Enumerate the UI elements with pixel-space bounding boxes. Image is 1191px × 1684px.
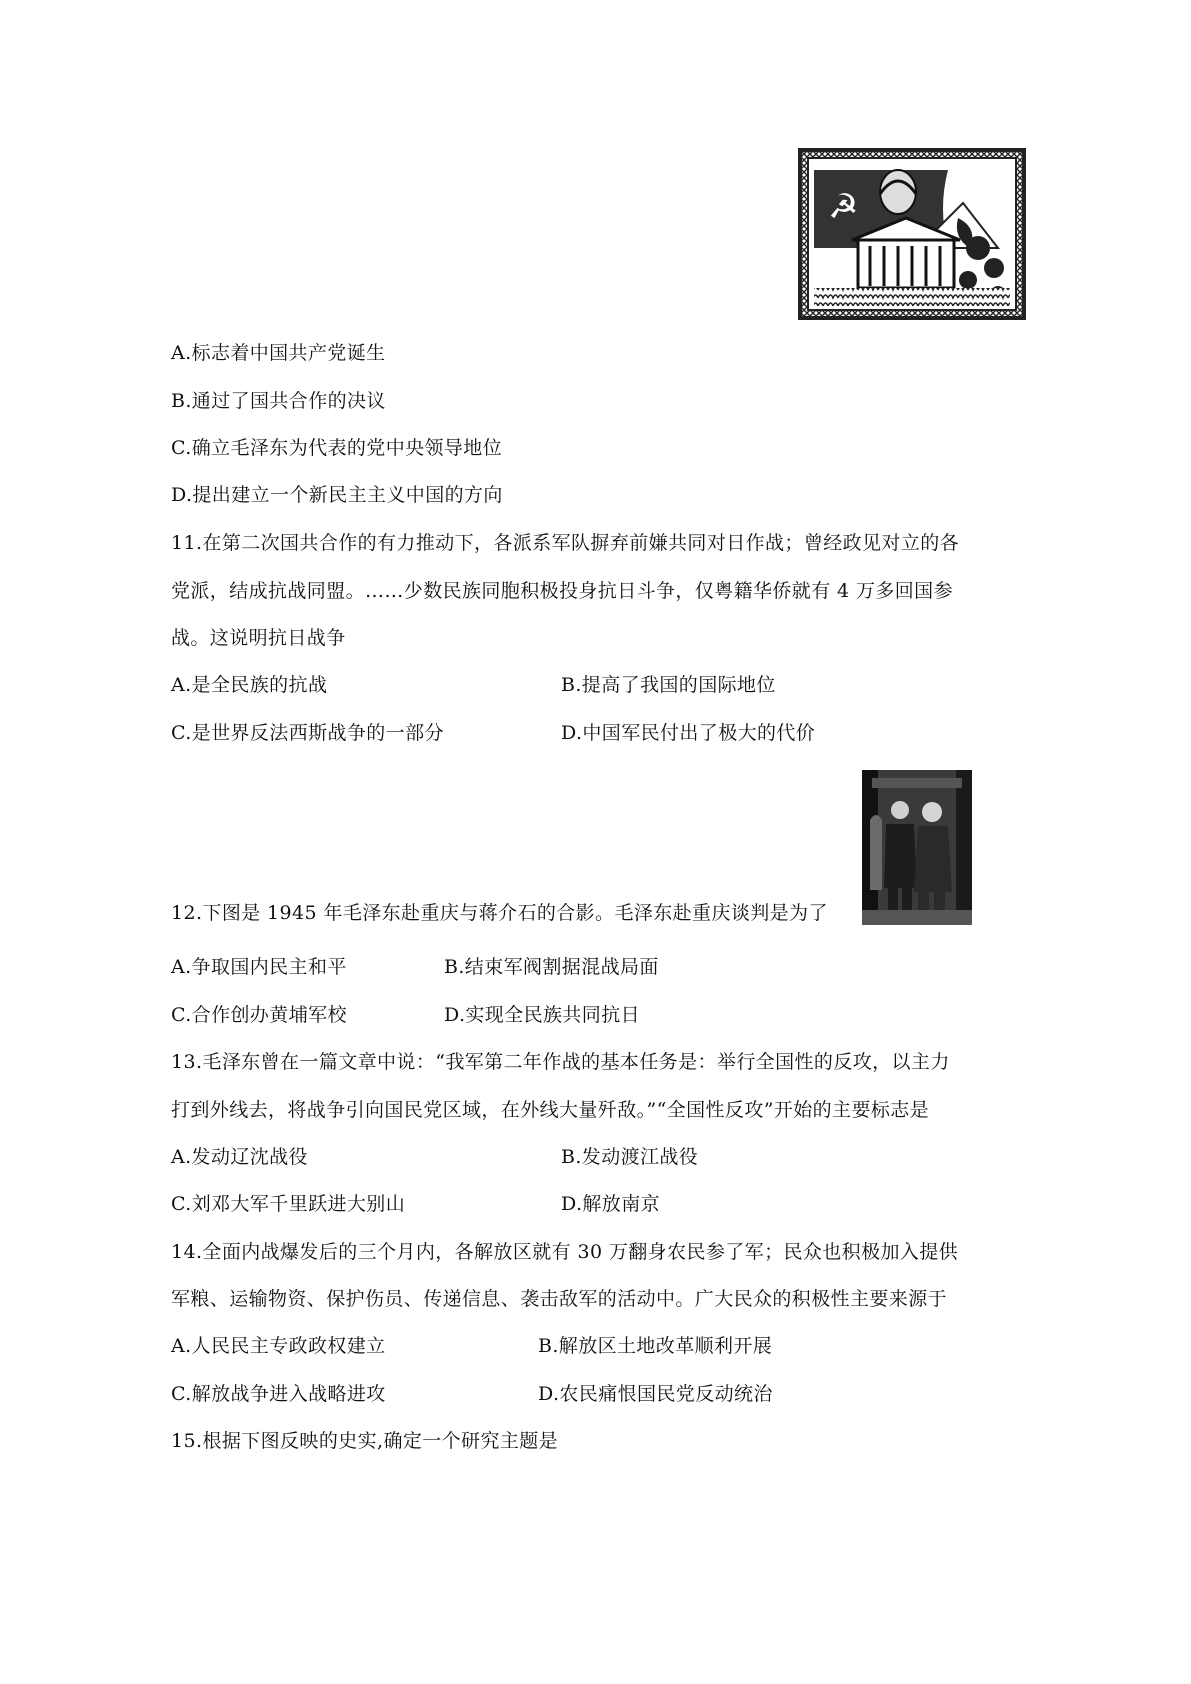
q13-option-d: D.解放南京: [561, 1193, 660, 1215]
q14-stem-line-1: 14.全面内战爆发后的三个月内，各解放区就有 30 万翻身农民参了军；民众也积极加入提供: [171, 1241, 959, 1263]
q14-stem-line-2: 军粮、运输物资、保护伤员、传递信息、袭击敌军的活动中。广大民众的积极性主要来源于: [171, 1288, 948, 1310]
q14-option-c: C.解放战争进入战略进攻: [171, 1383, 386, 1405]
q11-stem-line-3: 战。这说明抗日战争: [171, 627, 346, 649]
q14-option-d: D.农民痛恨国民党反动统治: [538, 1383, 773, 1405]
q11-option-b: B.提高了我国的国际地位: [561, 674, 776, 696]
q13-stem-line-1: 13.毛泽东曾在一篇文章中说：“我军第二年作战的基本任务是：举行全国性的反攻，以主力: [171, 1051, 950, 1073]
q11-stem-line-1: 11.在第二次国共合作的有力推动下，各派系军队摒弃前嫌共同对日作战；曾经政见对立的各: [171, 532, 960, 554]
q11-stem-line-2: 党派，结成抗战同盟。……少数民族同胞积极投身抗日斗争，仅粤籍华侨就有 4 万多回国参: [171, 580, 953, 602]
q10-option-a: A.标志着中国共产党诞生: [171, 342, 386, 364]
q13-stem-line-2: 打到外线去，将战争引向国民党区域，在外线大量歼敌。”“全国性反攻”开始的主要标志是: [171, 1099, 930, 1121]
q13-option-b: B.发动渡江战役: [561, 1146, 699, 1168]
q10-option-c: C.确立毛泽东为代表的党中央领导地位: [171, 437, 503, 459]
q12-option-b: B.结束军阀割据混战局面: [444, 956, 659, 978]
q11-option-d: D.中国军民付出了极大的代价: [561, 722, 816, 744]
q13-option-a: A.发动辽沈战役: [171, 1146, 308, 1168]
chongqing-photo: [862, 770, 972, 925]
q14-option-b: B.解放区土地改革顺利开展: [538, 1335, 773, 1357]
q15-stem: 15.根据下图反映的史实,确定一个研究主题是: [171, 1430, 559, 1452]
q11-option-a: A.是全民族的抗战: [171, 674, 328, 696]
svg-text:☭: ☭: [828, 187, 859, 227]
q12-option-c: C.合作创办黄埔军校: [171, 1004, 347, 1026]
q14-option-a: A.人民民主专政政权建立: [171, 1335, 386, 1357]
q10-option-d: D.提出建立一个新民主主义中国的方向: [171, 484, 503, 506]
q10-option-b: B.通过了国共合作的决议: [171, 390, 386, 412]
q13-option-c: C.刘邓大军千里跃进大别山: [171, 1193, 406, 1215]
q11-option-c: C.是世界反法西斯战争的一部分: [171, 722, 444, 744]
q12-stem: 12.下图是 1945 年毛泽东赴重庆与蒋介石的合影。毛泽东赴重庆谈判是为了: [171, 902, 828, 924]
papercut-picture: [798, 148, 1026, 320]
q12-option-d: D.实现全民族共同抗日: [444, 1004, 640, 1026]
q12-option-a: A.争取国内民主和平: [171, 956, 347, 978]
